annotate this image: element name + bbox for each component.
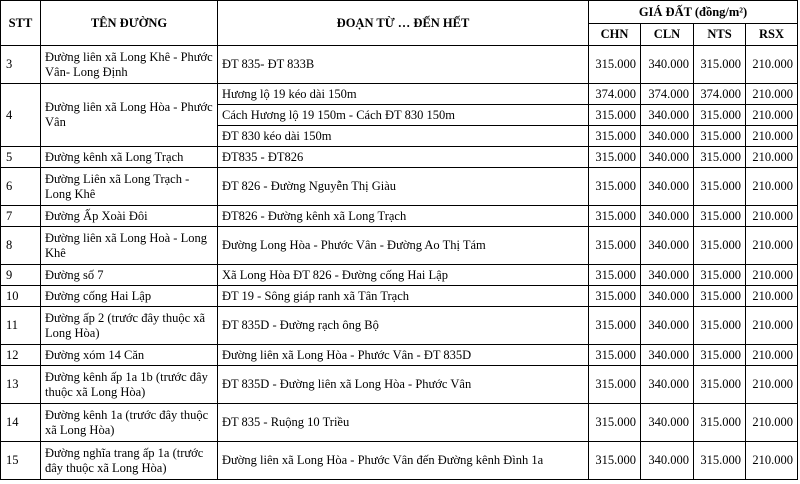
cell-stt: 12 <box>1 345 41 366</box>
cell-price-cln: 340.000 <box>641 206 694 227</box>
cell-road-name: Đường nghĩa trang ấp 1a (trước đây thuộc xã Long Hòa) <box>41 442 218 480</box>
table-row <box>1 206 798 227</box>
header-stt: STT <box>1 1 41 46</box>
cell-segment: Đường Long Hòa - Phước Vân - Đường Ao Thị Tám <box>218 227 589 265</box>
table-row <box>1 366 798 404</box>
cell-price-rsx: 210.000 <box>746 345 798 366</box>
cell-segment: ĐT 835- ĐT 833B <box>218 46 589 84</box>
table-row <box>1 84 798 105</box>
cell-price-rsx: 210.000 <box>746 227 798 265</box>
cell-road-name: Đường liên xã Long Hoà - Long Khê <box>41 227 218 265</box>
cell-price-nts: 315.000 <box>694 126 746 147</box>
cell-segment: ĐT826 - Đường kênh xã Long Trạch <box>218 206 589 227</box>
cell-road-name: Đường kênh 1a (trước đây thuộc xã Long Hòa) <box>41 404 218 442</box>
cell-stt: 5 <box>1 147 41 168</box>
cell-price-cln: 340.000 <box>641 147 694 168</box>
cell-price-rsx: 210.000 <box>746 126 798 147</box>
cell-segment: ĐT 835D - Đường liên xã Long Hòa - Phước Vân <box>218 366 589 404</box>
cell-price-cln: 340.000 <box>641 105 694 126</box>
cell-price-nts: 315.000 <box>694 345 746 366</box>
cell-price-rsx: 210.000 <box>746 84 798 105</box>
cell-price-rsx: 210.000 <box>746 307 798 345</box>
cell-price-cln: 340.000 <box>641 46 694 84</box>
cell-segment: ĐT 835D - Đường rạch ông Bộ <box>218 307 589 345</box>
cell-segment: Đường liên xã Long Hòa - Phước Vân - ĐT 835D <box>218 345 589 366</box>
cell-price-chn: 315.000 <box>589 105 641 126</box>
cell-stt: 11 <box>1 307 41 345</box>
cell-price-cln: 340.000 <box>641 404 694 442</box>
cell-segment: ĐT835 - ĐT826 <box>218 147 589 168</box>
cell-price-cln: 340.000 <box>641 227 694 265</box>
cell-stt: 6 <box>1 168 41 206</box>
cell-price-cln: 340.000 <box>641 366 694 404</box>
cell-price-chn: 315.000 <box>589 265 641 286</box>
cell-price-cln: 374.000 <box>641 84 694 105</box>
header-chn: CHN <box>589 24 641 46</box>
table-row <box>1 442 798 480</box>
cell-price-chn: 315.000 <box>589 227 641 265</box>
cell-price-nts: 315.000 <box>694 286 746 307</box>
cell-price-nts: 374.000 <box>694 84 746 105</box>
cell-price-cln: 340.000 <box>641 168 694 206</box>
cell-price-chn: 374.000 <box>589 84 641 105</box>
cell-stt: 13 <box>1 366 41 404</box>
cell-segment: Cách Hương lộ 19 150m - Cách ĐT 830 150m <box>218 105 589 126</box>
table-row <box>1 307 798 345</box>
cell-price-rsx: 210.000 <box>746 206 798 227</box>
cell-price-nts: 315.000 <box>694 307 746 345</box>
table-row <box>1 168 798 206</box>
cell-price-cln: 340.000 <box>641 286 694 307</box>
header-rsx: RSX <box>746 24 798 46</box>
table-row <box>1 265 798 286</box>
cell-price-nts: 315.000 <box>694 227 746 265</box>
table-row <box>1 404 798 442</box>
header-segment: ĐOẠN TỪ … ĐẾN HẾT <box>218 1 589 46</box>
cell-road-name: Đường kênh ấp 1a 1b (trước đây thuộc xã Long Hòa) <box>41 366 218 404</box>
table-row <box>1 46 798 84</box>
header-cln: CLN <box>641 24 694 46</box>
cell-price-chn: 315.000 <box>589 46 641 84</box>
cell-price-chn: 315.000 <box>589 307 641 345</box>
cell-price-chn: 315.000 <box>589 126 641 147</box>
header-land-price: GIÁ ĐẤT (đồng/m²) <box>589 1 798 24</box>
cell-road-name: Đường cống Hai Lập <box>41 286 218 307</box>
header-nts: NTS <box>694 24 746 46</box>
cell-price-nts: 315.000 <box>694 147 746 168</box>
cell-price-cln: 340.000 <box>641 307 694 345</box>
cell-road-name: Đường liên xã Long Khê - Phước Vân- Long Định <box>41 46 218 84</box>
cell-price-rsx: 210.000 <box>746 46 798 84</box>
cell-road-name: Đường ấp 2 (trước đây thuộc xã Long Hòa) <box>41 307 218 345</box>
cell-stt: 15 <box>1 442 41 480</box>
table-row <box>1 345 798 366</box>
cell-price-nts: 315.000 <box>694 366 746 404</box>
cell-stt: 8 <box>1 227 41 265</box>
cell-segment: ĐT 835 - Ruộng 10 Triều <box>218 404 589 442</box>
cell-price-nts: 315.000 <box>694 206 746 227</box>
cell-price-rsx: 210.000 <box>746 265 798 286</box>
cell-price-nts: 315.000 <box>694 442 746 480</box>
cell-price-rsx: 210.000 <box>746 105 798 126</box>
cell-price-nts: 315.000 <box>694 265 746 286</box>
cell-price-rsx: 210.000 <box>746 147 798 168</box>
cell-price-chn: 315.000 <box>589 442 641 480</box>
table-row <box>1 286 798 307</box>
cell-segment: Đường liên xã Long Hòa - Phước Vân đến Đường kênh Đình 1a <box>218 442 589 480</box>
cell-stt: 3 <box>1 46 41 84</box>
cell-segment: ĐT 830 kéo dài 150m <box>218 126 589 147</box>
cell-stt: 4 <box>1 84 41 147</box>
cell-price-cln: 340.000 <box>641 126 694 147</box>
cell-road-name: Đường Ấp Xoài Đôi <box>41 206 218 227</box>
table-body <box>1 46 798 480</box>
cell-price-nts: 315.000 <box>694 168 746 206</box>
table-row <box>1 227 798 265</box>
cell-price-cln: 340.000 <box>641 442 694 480</box>
cell-segment: Hương lộ 19 kéo dài 150m <box>218 84 589 105</box>
cell-stt: 10 <box>1 286 41 307</box>
header-road-name: TÊN ĐƯỜNG <box>41 1 218 46</box>
cell-price-rsx: 210.000 <box>746 404 798 442</box>
cell-price-nts: 315.000 <box>694 46 746 84</box>
cell-price-rsx: 210.000 <box>746 442 798 480</box>
cell-segment: ĐT 826 - Đường Nguyễn Thị Giàu <box>218 168 589 206</box>
cell-price-rsx: 210.000 <box>746 286 798 307</box>
cell-price-cln: 340.000 <box>641 345 694 366</box>
cell-price-nts: 315.000 <box>694 404 746 442</box>
cell-stt: 14 <box>1 404 41 442</box>
table-row <box>1 147 798 168</box>
cell-price-chn: 315.000 <box>589 404 641 442</box>
cell-road-name: Đường số 7 <box>41 265 218 286</box>
cell-segment: Xã Long Hòa ĐT 826 - Đường cống Hai Lập <box>218 265 589 286</box>
cell-price-chn: 315.000 <box>589 345 641 366</box>
cell-price-chn: 315.000 <box>589 206 641 227</box>
cell-road-name: Đường liên xã Long Hòa - Phước Vân <box>41 84 218 147</box>
cell-stt: 7 <box>1 206 41 227</box>
cell-road-name: Đường Liên xã Long Trạch - Long Khê <box>41 168 218 206</box>
cell-price-rsx: 210.000 <box>746 168 798 206</box>
cell-road-name: Đường xóm 14 Căn <box>41 345 218 366</box>
cell-price-cln: 340.000 <box>641 265 694 286</box>
cell-price-nts: 315.000 <box>694 105 746 126</box>
cell-road-name: Đường kênh xã Long Trạch <box>41 147 218 168</box>
cell-price-chn: 315.000 <box>589 286 641 307</box>
cell-price-chn: 315.000 <box>589 366 641 404</box>
cell-stt: 9 <box>1 265 41 286</box>
cell-price-chn: 315.000 <box>589 147 641 168</box>
cell-price-chn: 315.000 <box>589 168 641 206</box>
cell-price-rsx: 210.000 <box>746 366 798 404</box>
cell-segment: ĐT 19 - Sông giáp ranh xã Tân Trạch <box>218 286 589 307</box>
